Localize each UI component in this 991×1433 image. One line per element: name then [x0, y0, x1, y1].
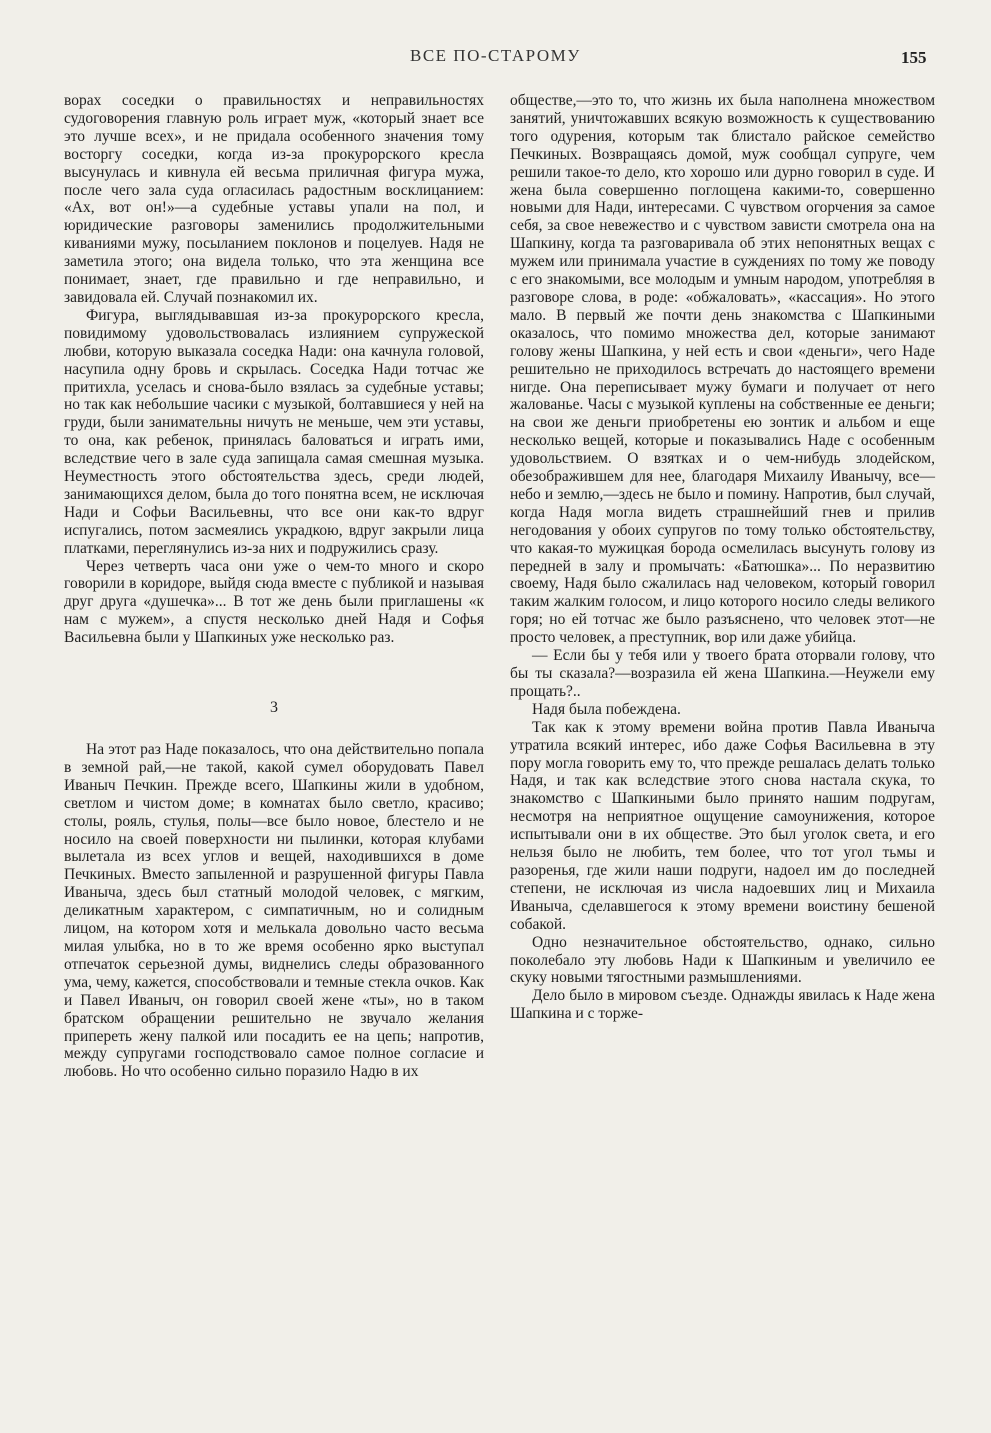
section-number: 3	[270, 699, 278, 717]
page-number: 155	[901, 48, 927, 67]
left-column	[64, 92, 484, 1081]
paragraph: обществе,—это то, что жизнь их была наполнена множеством занятий, уничтожавших всякую возможность к существованию того одурения, которым так блистало райское семейство Печкиных. Возвращаясь домой, муж сообщал супруге, чем решили такое-то дело, кто хорошо или дурно говорил в суде. И жена была совершенно поглощена какими-то, совершенно новыми для Нади, интересами. С чувством огорчения за самое себя, за свое невежество и с чувством зависти смотрела она на Шапкину, когда та разговаривала об этих непонятных вещах с мужем или принимала участие в суждениях по тому же поводу с его знакомыми, все молодым и умным народом, употребляя в разговоре слова, в роде: «обжаловать», «кассация». Но этого мало. В первый же почти день знакомства с Шапкиными оказалось, что помимо множества дел, которые занимают голову жены Шапкина, у ней есть и свои «деньги», чего Наде решительно не приходилось встречать до настоящего времени нигде. Она переписывает мужу бумаги и получает от него жалованье. Часы с музыкой куплены на собственные ее деньги; на свои же деньги приобретены ею зонтик и альбом и еще несколько вещей, которые и показывались Наде с особенным удовольствием. О взятках и о чем-нибудь злодейском, обезображившем для нее, благодаря Михаилу Иванычу, все—небо и землю,—здесь не было и помину. Напротив, был случай, когда Надя могла видеть страшнейший гнев и прилив негодования у обоих супругов по тому только обстоятельству, что какая-то мужицкая борода осмелилась высунуть голову из передней в залу и промычать: «Батюшка»... По неразвитию своему, Надя было сжалилась над человеком, который говорил таким жалким голосом, и лицо которого носило следы великого горя; но ей тотчас же было разъяснено, что человек этот—не просто человек, а преступник, вор или даже убийца.	[510, 92, 935, 647]
paragraph: — Если бы у тебя или у твоего брата оторвали голову, что бы ты сказала?—возразила ей жена Шапкина.—Неужели ему прощать?..	[510, 647, 935, 700]
paragraph: Надя была побеждена.	[532, 700, 681, 718]
paragraph: Через четверть часа они уже о чем-то много и скоро говорили в коридоре, выйдя сюда вместе с публикой и называя друг друга «душечка»... В тот же день были приглашены «к нам с мужем», а спустя несколько дней Надя и Софья Васильевна были у Шапкиных уже несколько раз.	[64, 557, 484, 647]
paragraph: Дело было в мировом съезде. Однажды явилась к Наде жена Шапкина и с торже-	[510, 987, 935, 1023]
paragraph: Фигура, выглядывавшая из-за прокурорского кресла, повидимому удовольствовалась излиянием супружеской любви, которую выказала соседка Нади: она качнула головой, насупила одну бровь и скрылась. Соседка Нади тотчас же притихла, уселась и снова-было взялась за судебные уставы; но так как небольшие часики с музыкой, болтавшиеся у ней на груди, были занимательны ничуть не меньше, чем эти уставы, то она, как ребенок, принялась баловаться и играть ими, вследствие чего в зале суда запищала самая смешная музыка. Неуместность этого обстоятельства здесь, среди людей, занимающихся делом, была до того понятна всем, не исключая Нади и Софьи Васильевны, что все они как-то вдруг испугались, потом засмеялись украдкою, вдруг закрыли лица платками, переглянулись из-за них и подружились сразу.	[64, 306, 484, 557]
right-column	[510, 92, 935, 1023]
paragraph: ворах соседки о правильностях и неправильностях судоговорения главную роль играет муж, «который знает все это лучше всех», и не придала особенного значения тому восторгу соседки, когда из-за прокурорского кресла высунулась и кивнула ей весьма приличная фигура мужа, после чего зала суда огласилась радостным восклицанием: «Ах, вот он!»—а судебные уставы упали на пол, и юридические разговоры заменились продолжительными киваниями мужу, посыланием поклонов и поцелуев. Надя не заметила этого; она видела только, что эта женщина все понимает, знает, где правильно и где неправильно, и завидовала ей. Случай познакомил их.	[64, 92, 484, 306]
paragraph: Так как к этому времени война против Павла Иваныча утратила всякий интерес, ибо даже Софья Васильевна в эту пору могла говорить ему то, что прежде решалась делать только Надя, и так как вследствие этого снова настала скука, то знакомство с Шапкиными было принято нашим подругам, несмотря на неприятное ощущение самоунижения, которое испытывали они в их обществе. Это был уголок света, и его нельзя было не любить, тем более, что тот угол тьмы и разоренья, где жили наши подруги, надоел им до последней степени, не исключая из числа надоевших лиц и Михаила Иваныча, сделавшегося к этому времени воистину бешеной собакой.	[510, 718, 935, 933]
running-title: ВСЕ ПО-СТАРОМУ	[410, 46, 581, 65]
paragraph: На этот раз Наде показалось, что она действительно попала в земной рай,—не такой, какой сумел оборудовать Павел Иваныч Печкин. Прежде всего, Шапкины жили в удобном, светлом и чистом доме; в комнатах было светло, красиво; столы, рояль, стулья, полы—все было новое, блестело и не носило на своей поверхности ни пылинки, которая клубами вылетала из всех углов и вещей, находившихся в доме Печкиных. Вместо запыленной и разрушенной фигуры Павла Иваныча, здесь был статный молодой человек, с мягким, деликатным характером, с симпатичным, но и солидным лицом, на котором хотя и мелькала довольно часто весьма милая улыбка, но в то же время особенно ярко выступал отпечаток серьезной думы, виднелись следы образованного ума, чему, кажется, способствовали и темные стекла очков. Как и Павел Иваныч, он говорил своей жене «ты», но в таком братском обращении решительно не звучало желания припереть жену палкой или посадить ее на цепь; напротив, между супругами господствовало самое полное согласие и любовь. Но что особенно сильно поразило Надю в их	[64, 741, 484, 1081]
paragraph: Одно незначительное обстоятельство, однако, сильно поколебало эту любовь Нади к Шапкиным и увеличило ее скуку новыми тягостными размышлениями.	[510, 933, 935, 987]
